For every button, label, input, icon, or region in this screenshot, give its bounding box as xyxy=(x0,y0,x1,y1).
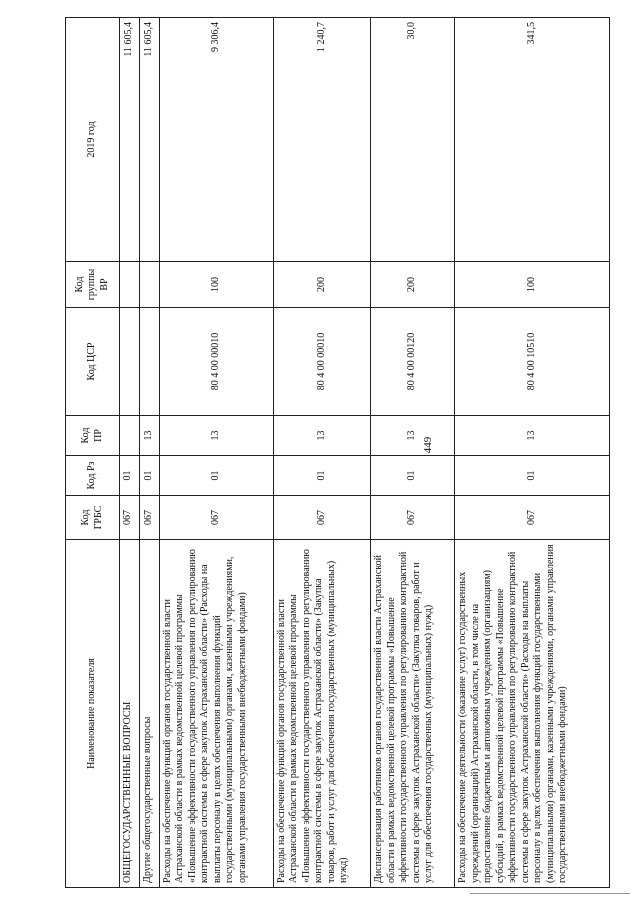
row-csr: 80 4 00 00120 xyxy=(371,308,455,416)
rotated-table-wrapper xyxy=(65,18,610,888)
row-rz: 01 xyxy=(273,456,370,496)
row-csr xyxy=(139,308,159,416)
table-row xyxy=(159,18,273,888)
row-pr: 13 xyxy=(371,416,455,456)
header-pr: Код ПР xyxy=(66,416,120,456)
row-pr: 13 xyxy=(139,416,159,456)
row-pr: 13 xyxy=(455,416,610,456)
row-csr: 80 4 00 00010 xyxy=(159,308,273,416)
budget-table xyxy=(65,17,610,888)
row-vr: 100 xyxy=(455,262,610,308)
row-csr xyxy=(120,308,140,416)
table-row xyxy=(120,18,140,888)
table-row xyxy=(455,18,610,888)
header-vr: Код группы ВР xyxy=(66,262,120,308)
header-year: 2019 год xyxy=(66,18,120,262)
row-grbs: 067 xyxy=(139,496,159,540)
rotated-page-container xyxy=(65,18,610,888)
table-row xyxy=(139,18,159,888)
row-grbs: 067 xyxy=(273,496,370,540)
row-name: Расходы на обеспечение деятельности (оказание услуг) государственных учреждений (организаций) Астраханской области, в том числе на предоставление бюджетным и автономным учреждениям (организациям) субсидий, в рамках ведомственной целевой программы «Повышение эффективности государственного управления по регулированию контрактной системы в сфере закупок Астраханской области» (Расходы на выплаты персоналу в целях обеспечения выполнения функций государственными (муниципальными) органами, казенными учреждениями, органами управления государственными внебюджетными фондами) xyxy=(455,540,610,888)
row-name: ОБЩЕГОСУДАРСТВЕННЫЕ ВОПРОСЫ xyxy=(120,540,140,888)
row-vr: 200 xyxy=(273,262,370,308)
row-vr xyxy=(120,262,140,308)
header-name: Наименование показателя xyxy=(66,540,120,888)
table-row xyxy=(273,18,370,888)
row-rz: 01 xyxy=(371,456,455,496)
row-pr: 13 xyxy=(159,416,273,456)
row-amount: 341,5 xyxy=(455,18,610,262)
table-row xyxy=(371,18,455,888)
row-grbs: 067 xyxy=(455,496,610,540)
row-grbs: 067 xyxy=(371,496,455,540)
row-grbs: 067 xyxy=(120,496,140,540)
row-vr xyxy=(139,262,159,308)
row-vr: 100 xyxy=(159,262,273,308)
row-grbs: 067 xyxy=(159,496,273,540)
row-pr xyxy=(120,416,140,456)
row-csr: 80 4 00 00010 xyxy=(273,308,370,416)
table-header-row xyxy=(66,18,120,888)
row-amount: 11 605,4 xyxy=(120,18,140,262)
page-number: 449 xyxy=(422,436,434,454)
row-rz: 01 xyxy=(159,456,273,496)
scan-edge-line xyxy=(470,893,630,894)
row-name: Расходы на обеспечение функций органов государственной власти Астраханской области в рамках ведомственной целевой программы «Повышение эффективности государственного управления по регулированию контрактной системы в сфере закупок Астраханской области» (Закупка товаров, работ и услуг для обеспечения государственных (муниципальных) нужд) xyxy=(273,540,370,888)
row-amount: 1 240,7 xyxy=(273,18,370,262)
row-rz: 01 xyxy=(455,456,610,496)
row-name: Расходы на обеспечение функций органов государственной власти Астраханской области в рамках ведомственной целевой программы «Повышение эффективности государственного управления по регулированию контрактной системы в сфере закупок Астраханской области» (Расходы на выплаты персоналу в целях обеспечения выполнения функций государственными (муниципальными) органами, казенными учреждениями, органами управления государственными внебюджетными фондами) xyxy=(159,540,273,888)
row-amount: 9 306,4 xyxy=(159,18,273,262)
row-csr: 80 4 00 10510 xyxy=(455,308,610,416)
row-pr: 13 xyxy=(273,416,370,456)
header-csr: Код ЦСР xyxy=(66,308,120,416)
header-rz: Код Рз xyxy=(66,456,120,496)
row-vr: 200 xyxy=(371,262,455,308)
row-amount: 11 605,4 xyxy=(139,18,159,262)
row-name: Диспансеризация работников органов государственной власти Астраханской области в рамках ведомственной целевой программы «Повышение эффективности государственного управления по регулированию контрактной системы в сфере закупок Астраханской области» (Закупка товаров, работ и услуг для обеспечения государственных (муниципальных) нужд) xyxy=(371,540,455,888)
row-rz: 01 xyxy=(139,456,159,496)
header-grbs: Код ГРБС xyxy=(66,496,120,540)
row-name: Другие общегосударственные вопросы xyxy=(139,540,159,888)
row-rz: 01 xyxy=(120,456,140,496)
row-amount: 30,0 xyxy=(371,18,455,262)
